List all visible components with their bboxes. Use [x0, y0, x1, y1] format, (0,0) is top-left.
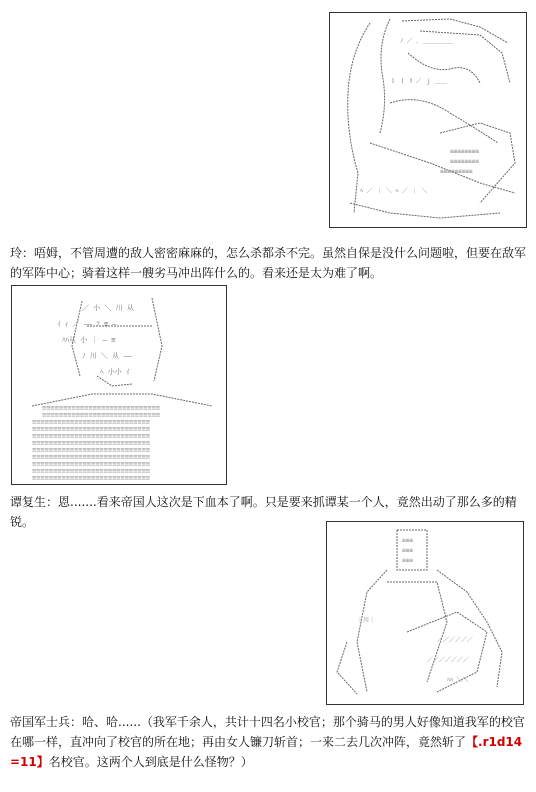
svg-text:≡≡≡: ≡≡≡: [402, 547, 413, 554]
speaker-name: 谭复生：: [10, 495, 59, 509]
ascii-art-panel-1: [329, 12, 527, 228]
dialogue-text: 唔姆，不管周遭的敌人密密麻麻的，怎么杀都杀不完。虽然自保是没什么问题啦，但要在敌军的军阵中心；骑着这样一艘劣马冲出阵什么的。看来还是太为难了啊。: [10, 246, 527, 280]
armor-texture-line: ≡≡≡≡≡≡≡≡≡≡≡≡≡≡≡≡≡≡≡≡≡≡≡≡≡≡≡≡: [42, 411, 161, 419]
svg-text:≡≡≡≡≡≡≡≡: ≡≡≡≡≡≡≡≡: [450, 158, 479, 165]
svg-text:ﾊﾊ从 小 ｜ — ≡: ﾊﾊ从 小 ｜ — ≡: [62, 336, 116, 344]
figure-with-weapon-art: [330, 13, 526, 227]
svg-text:ｌ ｌ ﾘ ／ ｊ ＿＿: ｌ ｌ ﾘ ／ ｊ ＿＿: [390, 78, 448, 85]
man-in-armor-art: [12, 286, 226, 484]
speaker-name: 玲：: [10, 246, 35, 260]
armor-texture-line: ≡≡≡≡≡≡≡≡≡≡≡≡≡≡≡≡≡≡≡≡≡≡≡≡≡≡≡≡: [32, 446, 151, 454]
armor-texture-line: ≡≡≡≡≡≡≡≡≡≡≡≡≡≡≡≡≡≡≡≡≡≡≡≡≡≡≡≡: [32, 460, 151, 468]
svg-text:ﾉ ／ ､ ＿＿＿＿＿: ﾉ ／ ､ ＿＿＿＿＿: [400, 38, 453, 45]
dice-roll-result: 【.r1d14=11】: [10, 735, 523, 769]
armor-texture-line: ≡≡≡≡≡≡≡≡≡≡≡≡≡≡≡≡≡≡≡≡≡≡≡≡≡≡≡≡: [42, 404, 161, 412]
armor-texture-line: ≡≡≡≡≡≡≡≡≡≡≡≡≡≡≡≡≡≡≡≡≡≡≡≡≡≡≡≡: [32, 425, 151, 433]
dialogue-text: 恩.......看来帝国人这次是下血本了啊。只是要来抓谭某一个人，竟然出动了那么多的精锐。: [10, 495, 517, 529]
dialogue-text-end: 名校官。这两个人到底是什么怪物？）: [48, 755, 253, 769]
svg-text:ﾊﾊ ＼＼: ﾊﾊ ＼＼: [447, 677, 469, 684]
svg-text:ﾍ 小小 ｲ: ﾍ 小小 ｲ: [100, 368, 130, 376]
svg-text:｜川｜: ｜川｜: [357, 617, 376, 624]
armor-texture-line: ≡≡≡≡≡≡≡≡≡≡≡≡≡≡≡≡≡≡≡≡≡≡≡≡≡≡≡≡: [32, 467, 151, 475]
ascii-art-panel-3: [326, 521, 524, 705]
svg-text:ﾍ ／ ｜ ＼ ﾍ ／ ｜ ＼: ﾍ ／ ｜ ＼ ﾍ ／ ｜ ＼: [360, 188, 428, 195]
svg-text:ﾉ 川 ＼ 从 ——: ﾉ 川 ＼ 从 ——: [82, 352, 132, 360]
svg-text:／／／／／／／: ／／／／／／／: [427, 657, 470, 664]
svg-text:≡≡≡: ≡≡≡: [402, 557, 413, 564]
armor-texture-line: ≡≡≡≡≡≡≡≡≡≡≡≡≡≡≡≡≡≡≡≡≡≡≡≡≡≡≡≡: [32, 474, 151, 482]
dialogue-panel-3: [10, 712, 528, 772]
svg-text:≡≡≡≡≡≡≡≡≡: ≡≡≡≡≡≡≡≡≡: [440, 168, 473, 175]
ascii-art-panel-2: [11, 285, 227, 485]
dialogue-text: 哈、哈......（我军千余人，共计十四名小校官；那个骑马的男人好像知道我军的校官在哪一样，直冲向了校官的所在地；再由女人镰刀斩首；一来二去几次冲阵，竟然斩了: [10, 715, 525, 749]
armor-texture-line: ≡≡≡≡≡≡≡≡≡≡≡≡≡≡≡≡≡≡≡≡≡≡≡≡≡≡≡≡: [32, 418, 151, 426]
armor-texture-line: ≡≡≡≡≡≡≡≡≡≡≡≡≡≡≡≡≡≡≡≡≡≡≡≡≡≡≡≡: [32, 432, 151, 440]
armored-soldier-art: [327, 522, 523, 704]
svg-text:／ 小 ＼ 川 从: ／ 小 ＼ 川 从: [82, 304, 134, 312]
svg-text:≡≡≡: ≡≡≡: [402, 537, 413, 544]
armor-texture-line: ≡≡≡≡≡≡≡≡≡≡≡≡≡≡≡≡≡≡≡≡≡≡≡≡≡≡≡≡: [32, 439, 151, 447]
svg-text:ｲ ｨ ／ —— ﾌ ≡ —: ｲ ｨ ／ —— ﾌ ≡ —: [57, 320, 117, 328]
armor-texture-line: ≡≡≡≡≡≡≡≡≡≡≡≡≡≡≡≡≡≡≡≡≡≡≡≡≡≡≡≡: [32, 453, 151, 461]
speaker-name: 帝国军士兵：: [10, 715, 83, 729]
dialogue-panel-1: [10, 243, 528, 283]
svg-text:／／／／／／: ／／／／／／: [437, 637, 474, 644]
svg-text:≡≡≡≡≡≡≡≡: ≡≡≡≡≡≡≡≡: [450, 148, 479, 155]
